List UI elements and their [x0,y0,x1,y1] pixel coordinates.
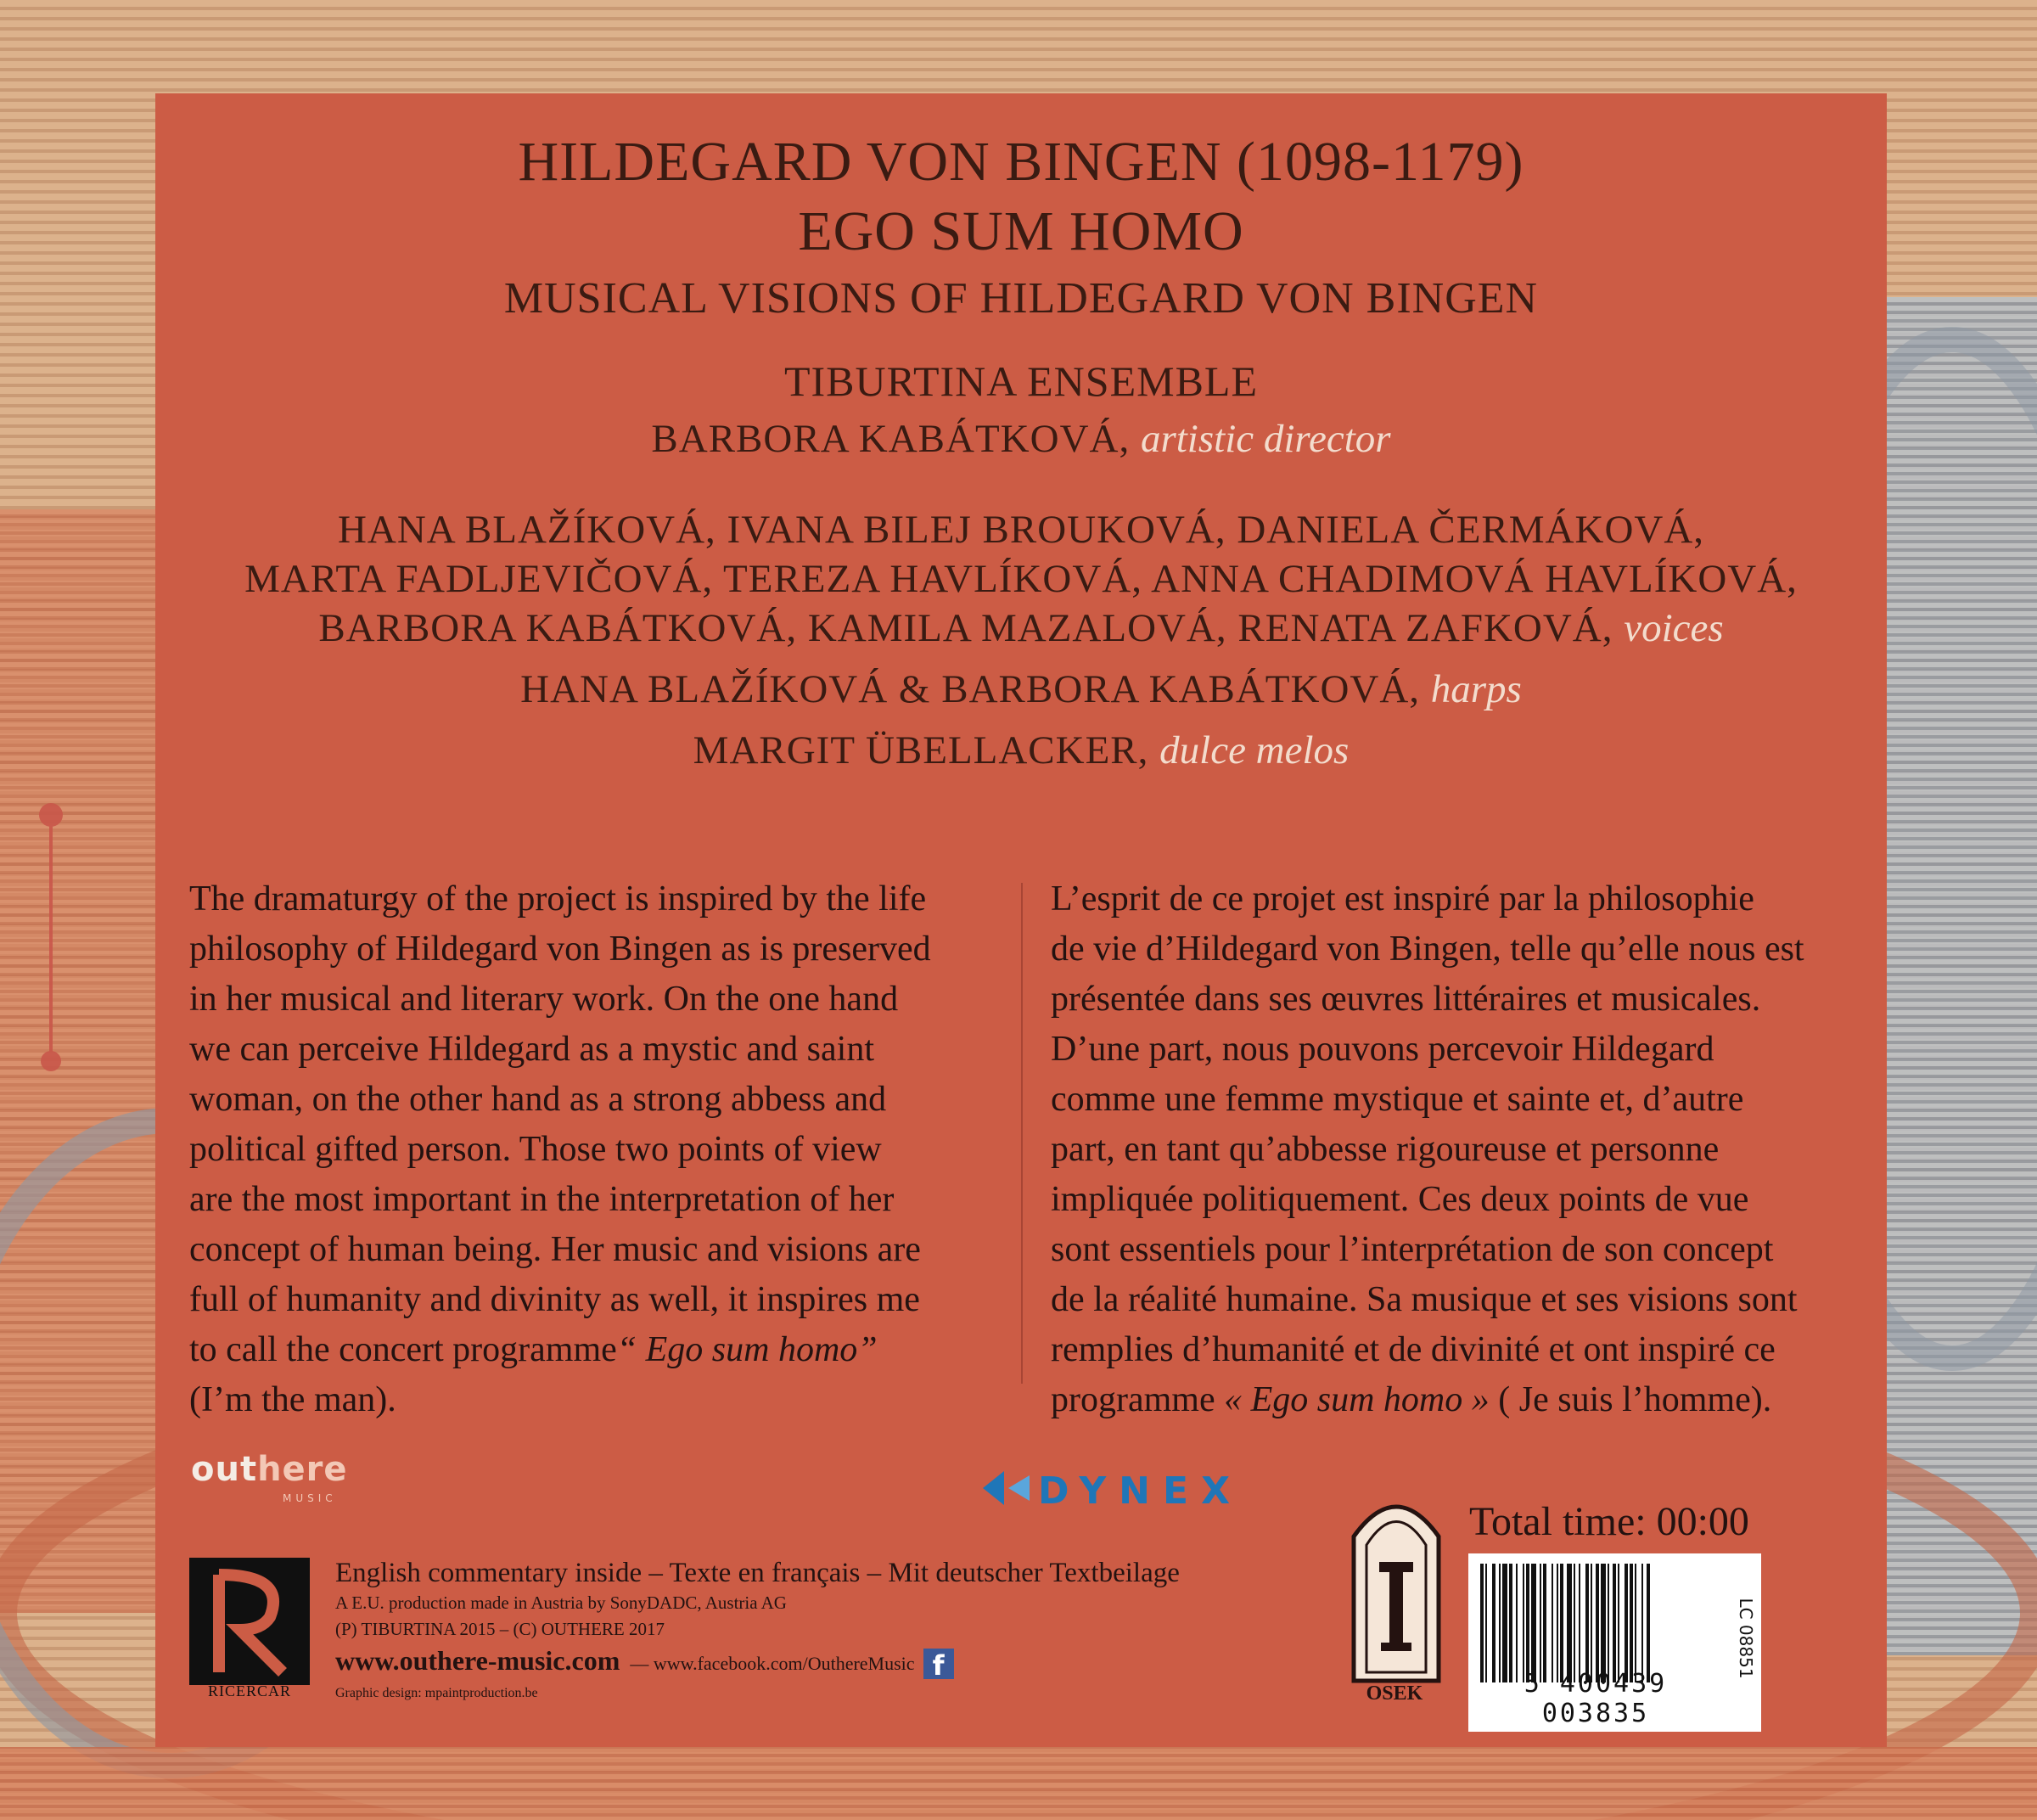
ricercar-r-icon [189,1558,310,1685]
text-line: part, en tant qu’abbesse rigoureuse et personne [1051,1130,1720,1169]
total-time: Total time: 00:00 [1469,1499,1749,1544]
website-link[interactable]: www.outhere-music.com [335,1645,620,1676]
dulce-melos-credit [155,727,1887,773]
director-role: artistic director [1140,417,1391,461]
content-panel [155,93,1887,1747]
dulce-role: dulce melos [1159,728,1350,772]
harps-role: harps [1430,667,1522,711]
dynex-logo: DYNEX [1038,1469,1243,1513]
ricercar-logo [189,1558,310,1685]
text-span: programme [1051,1380,1215,1419]
voices-names: BARBORA KABÁTKOVÁ, KAMILA MAZALOVÁ, RENATA ZAFKOVÁ, [318,606,1613,650]
text-line [1051,1375,1804,1425]
barcode-number: 5 400439 003835 [1524,1669,1668,1728]
text-line: we can perceive Hildegard as a mystic and saint [189,1030,875,1069]
outhere-logo-part: here [257,1450,348,1489]
commentary-note: English commentary inside – Texte en français – Mit deutscher Textbeilage [335,1558,1180,1588]
text-line: impliquée politiquement. Ces deux points de vue [1051,1180,1749,1219]
ricercar-label: RICERCAR [207,1682,292,1699]
english-description [189,874,931,1425]
dynex-logo-icon [979,1467,1038,1509]
text-line [189,1325,931,1375]
album-title: EGO SUM HOMO [798,200,1244,262]
column-divider [1021,883,1023,1384]
text-line: in her musical and literary work. On the one hand [189,980,899,1019]
links-row [335,1645,1180,1682]
text-line: full of humanity and divinity as well, it inspires me [189,1280,920,1319]
text-line: de la réalité humaine. Sa musique et ses visions sont [1051,1280,1798,1319]
harps-credit [155,666,1887,712]
director-name: BARBORA KABÁTKOVÁ, [651,417,1131,461]
text-line: are the most important in the interpretation of her [189,1180,895,1219]
voices-line-3 [155,605,1887,651]
program-title: « Ego sum homo » [1224,1380,1490,1419]
release-info [335,1558,1180,1701]
label-code-icon [1723,1579,1757,1698]
text-line: (I’m the man). [189,1380,396,1419]
design-credit: Graphic design: mpaintproduction.be [335,1686,538,1700]
dulce-names: MARGIT ÜBELLACKER, [693,728,1149,772]
osek-label: OSEK [1366,1682,1423,1705]
program-title: “ Ego sum homo” [616,1330,878,1369]
text-line: présentée dans ses œuvres littéraires et musicales. [1051,980,1761,1019]
text-line: comme une femme mystique et sainte et, d’autre [1051,1080,1744,1119]
album-composer-title: HILDEGARD VON BINGEN (1098-1179) [518,131,1524,193]
text-span: to call the concert programme [189,1330,617,1369]
outhere-logo-part: out [191,1450,258,1489]
copyright-note: (P) TIBURTINA 2015 – (C) OUTHERE 2017 [335,1619,665,1639]
text-line: political gifted person. Those two points of view [189,1130,882,1169]
voices-role: voices [1624,606,1724,650]
text-line: concept of human being. Her music and visions are [189,1230,921,1269]
voices-line-2: MARTA FADLJEVIČOVÁ, TEREZA HAVLÍKOVÁ, ANNA CHADIMOVÁ HAVLÍKOVÁ, [244,557,1798,601]
barcode-area [1468,1553,1761,1732]
director-credit [155,416,1887,462]
production-note: A E.U. production made in Austria by SonyDADC, Austria AG [335,1592,787,1613]
outhere-logo-sub: MUSIC [283,1492,337,1504]
text-line: de vie d’Hildegard von Bingen, telle qu’elle nous est [1051,930,1804,969]
text-line: philosophy of Hildegard von Bingen as is preserved [189,930,931,969]
text-line: sont essentiels pour l’interprétation de son concept [1051,1230,1774,1269]
album-subtitle: MUSICAL VISIONS OF HILDEGARD VON BINGEN [503,274,1539,323]
text-line: remplies d’humanité et de divinité et ont inspiré ce [1051,1330,1776,1369]
text-line: The dramaturgy of the project is inspired by the life [189,879,927,918]
facebook-link[interactable]: — www.facebook.com/OuthereMusic [630,1653,915,1674]
ensemble-name: TIBURTINA ENSEMBLE [783,357,1259,405]
text-line: D’une part, nous pouvons percevoir Hildegard [1051,1030,1714,1069]
voices-line-1: HANA BLAŽÍKOVÁ, IVANA BILEJ BROUKOVÁ, DANIELA ČERMÁKOVÁ, [337,508,1705,552]
outhere-logo [191,1450,348,1489]
text-line: woman, on the other hand as a strong abbess and [189,1080,887,1119]
harps-names: HANA BLAŽÍKOVÁ & BARBORA KABÁTKOVÁ, [520,667,1421,711]
facebook-icon[interactable]: f [923,1649,954,1679]
text-line: L’esprit de ce projet est inspiré par la philosophie [1051,879,1754,918]
french-description [1051,874,1804,1425]
text-span: ( Je suis l’homme). [1498,1380,1772,1419]
svg-text:LC 08851: LC 08851 [1736,1598,1756,1679]
osek-seal-icon [1345,1477,1447,1689]
